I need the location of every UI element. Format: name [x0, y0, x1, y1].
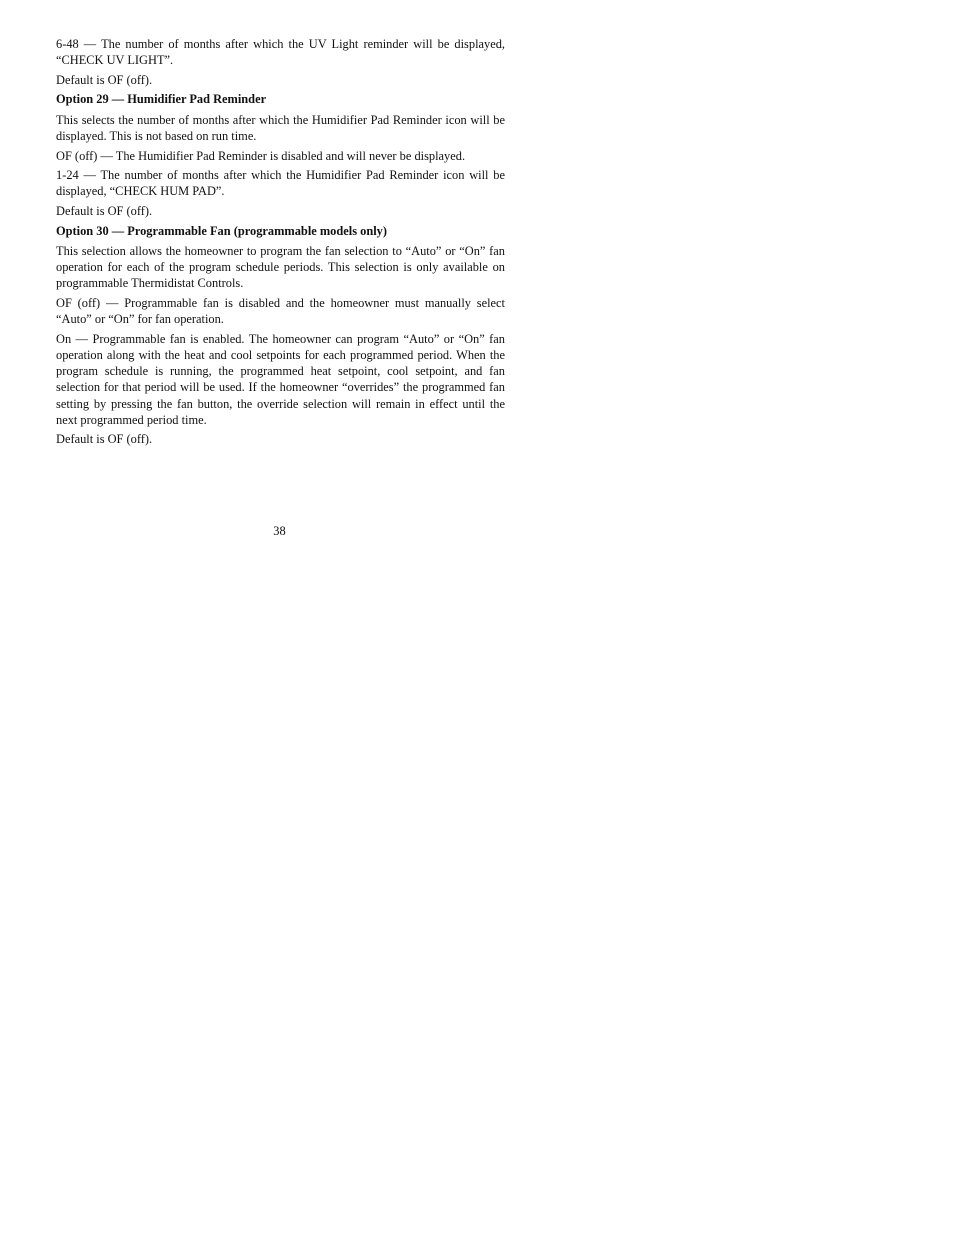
option-30-default-text: Default is OF (off). — [56, 432, 153, 447]
option-29-description: This selects the number of months after which the Humidifier Pad Reminder icon will be displayed. This is not based on run time. — [56, 112, 505, 143]
page-number: 38 — [273, 524, 286, 538]
option-30-on-text: On — Programmable fan is enabled. The homeowner can program “Auto” or “On” fan operation along with the heat and cool setpoints for each programmed period. When the program schedule is running, the programmed heat setpoint, cool setpoint, and fan selection for that period will be used. If the homeowner “overrides” the programmed fan setting by pressing the fan button, the override selection will remain in effect until the next programmed period time. — [56, 331, 505, 427]
page-column — [56, 36, 505, 451]
option-29-range-text: 1-24 — The number of months after which the Humidifier Pad Reminder icon will be displayed, “CHECK HUM PAD”. — [56, 168, 505, 199]
option-28-default-text: Default is OF (off). — [56, 72, 153, 87]
option-29-heading: Option 29 — Humidifier Pad Reminder — [56, 92, 267, 107]
option-30-heading: Option 30 — Programmable Fan (programmable models only) — [56, 223, 387, 238]
option-30-description: This selection allows the homeowner to program the fan selection to “Auto” or “On” fan operation for each of the program schedule periods. This selection is only available on programmable Thermidistat Controls. — [56, 243, 505, 291]
option-29-off-text: OF (off) — The Humidifier Pad Reminder is disabled and will never be displayed. — [56, 148, 466, 163]
option-28-range-text: 6-48 — The number of months after which the UV Light reminder will be displayed, “CHECK UV LIGHT”. — [56, 37, 505, 68]
option-29-default-text: Default is OF (off). — [56, 203, 153, 218]
option-30-off-text: OF (off) — Programmable fan is disabled and the homeowner must manually select “Auto” or “On” for fan operation. — [56, 295, 505, 327]
